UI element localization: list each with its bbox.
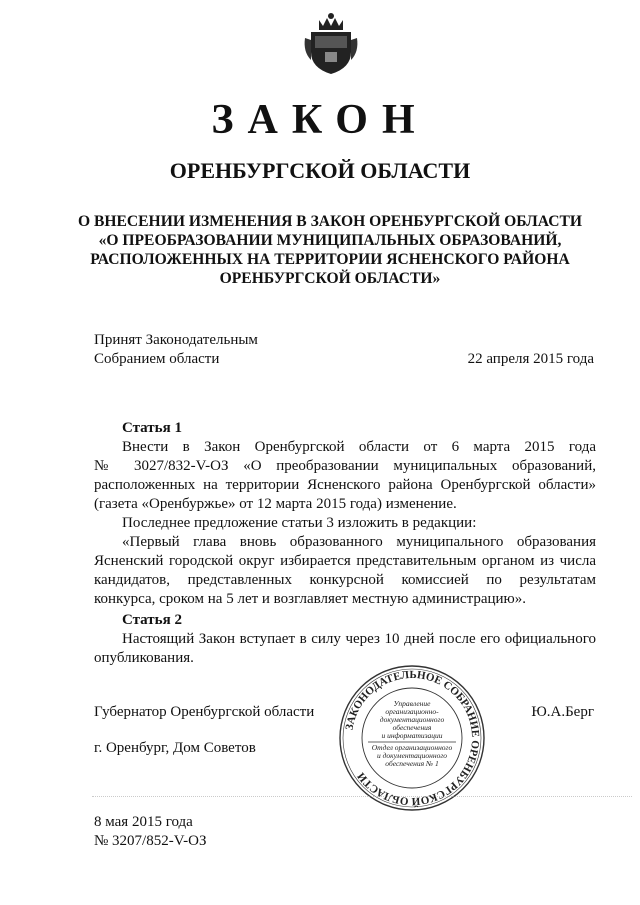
coat-of-arms-icon (303, 12, 359, 76)
article-1-line: «Первый глава вновь образованного муниципального образования (122, 534, 596, 550)
adoption-block (94, 331, 258, 369)
article-1-line: конкурса, сроком на 5 лет и возглавляет местную администрацию». (94, 591, 526, 607)
document-title: ЗАКОН (211, 97, 429, 143)
article-2-title: Статья 2 (122, 612, 182, 628)
adoption-date: 22 апреля 2015 года (467, 351, 594, 367)
article-1-line: Ясненский городской округ избирается представительным органом из числа (94, 553, 596, 569)
dotted-divider (92, 796, 632, 799)
law-registration (94, 813, 207, 851)
governor-name: Ю.А.Берг (531, 704, 594, 720)
stamp-line: организационно- (385, 707, 439, 716)
document-subtitle: ОРЕНБУРГСКОЙ ОБЛАСТИ (169, 158, 471, 183)
article-1-line: расположенных на территории Ясненского района Оренбургской области» (94, 477, 596, 493)
article-1-paragraph-2: Последнее предложение статьи 3 изложить в редакции: (122, 515, 477, 531)
article-1-line: Внести в Закон Оренбургской области от 6 марта 2015 года (122, 439, 596, 455)
signing-place: г. Оренбург, Дом Советов (94, 740, 256, 756)
article-1 (94, 419, 596, 609)
governor-title: Губернатор Оренбургской области (94, 704, 315, 720)
heading-line: О ВНЕСЕНИИ ИЗМЕНЕНИЯ В ЗАКОН ОРЕНБУРГСКОЙ ОБЛАСТИ (77, 213, 583, 230)
law-heading (60, 212, 600, 288)
article-1-line: (газета «Оренбуржье» от 12 марта 2015 года) изменение. (94, 496, 457, 512)
article-2-line: Настоящий Закон вступает в силу через 10 дней после его официального (122, 631, 596, 647)
stamp-outer-text: ЗАКОНОДАТЕЛЬНОЕ СОБРАНИЕ ОРЕНБУРГСКОЙ ОБЛАСТИ (343, 668, 482, 808)
heading-line: ОРЕНБУРГСКОЙ ОБЛАСТИ» (219, 270, 441, 287)
heading-line: «О ПРЕОБРАЗОВАНИИ МУНИЦИПАЛЬНЫХ ОБРАЗОВАНИЙ, (98, 232, 562, 249)
stamp-line: обеспечения № 1 (385, 759, 439, 768)
law-date: 8 мая 2015 года (94, 814, 193, 830)
law-number: № 3207/852-V-ОЗ (94, 833, 207, 849)
stamp-line: обеспечения (392, 723, 432, 732)
stamp-line: и документационного (376, 751, 448, 760)
adoption-line-1: Принят Законодательным (94, 332, 258, 348)
article-1-title: Статья 1 (122, 420, 182, 436)
article-1-line: № 3027/832-V-ОЗ «О преобразовании муниципальных образований, (94, 458, 596, 474)
stamp-line: Отдел организационного (371, 743, 453, 752)
official-stamp (338, 664, 486, 812)
heading-line: РАСПОЛОЖЕННЫХ НА ТЕРРИТОРИИ ЯСНЕНСКОГО РАЙОНА (90, 251, 570, 268)
article-1-line: кандидатов, представленных конкурсной комиссией по результатам (94, 572, 596, 588)
stamp-line: Управление (393, 699, 431, 708)
adoption-line-2: Собранием области (94, 351, 220, 367)
stamp-line: и информатизации (381, 731, 443, 740)
stamp-line: документационного (379, 715, 445, 724)
article-2 (94, 611, 596, 668)
article-2-line: опубликования. (94, 650, 194, 666)
